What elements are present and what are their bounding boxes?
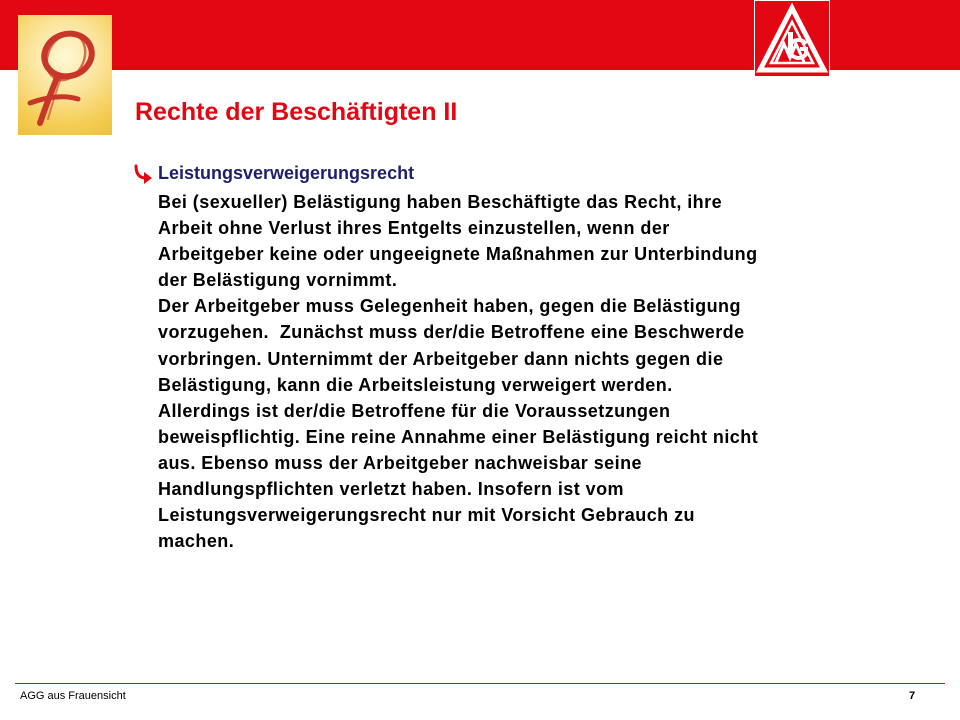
page-number: 7 — [909, 690, 916, 702]
body-line: Allerdings ist der/die Betroffene für die Voraussetzungen — [158, 400, 671, 421]
body-line: Der Arbeitgeber muss Gelegenheit haben, gegen die Belästigung — [158, 296, 741, 317]
venus-symbol-icon — [18, 15, 112, 135]
footer-caption: AGG aus Frauensicht — [20, 690, 126, 702]
body-line: vorbringen. Unternimmt der Arbeitgeber dann nichts gegen die — [158, 348, 724, 369]
body-line: Arbeit ohne Verlust ihres Entgelts einzustellen, wenn der — [158, 218, 670, 239]
bullet-heading: Leistungsverweigerungsrecht — [158, 163, 415, 183]
body-line: vorzugehen. Zunächst muss der/die Betroffene eine Beschwerde — [158, 322, 745, 343]
body-line: machen. — [158, 531, 235, 552]
footer-divider — [15, 683, 945, 684]
ig-metall-logo-icon — [754, 0, 830, 77]
body-line: Bei (sexueller) Belästigung haben Beschäftigte das Recht, ihre — [158, 192, 723, 212]
body-line: Handlungspflichten verletzt haben. Insofern ist vom — [158, 479, 625, 500]
body-line: der Belästigung vornimmt. — [158, 270, 398, 291]
curved-arrow-bullet-icon — [133, 163, 153, 185]
body-line: beweispflichtig. Eine reine Annahme einer Belästigung reicht nicht — [158, 426, 759, 447]
slide-title: Rechte der Beschäftigten II — [135, 98, 458, 126]
body-line: Leistungsverweigerungsrecht nur mit Vorsicht Gebrauch zu — [158, 505, 695, 526]
body-line: Arbeitgeber keine oder ungeeignete Maßnahmen zur Unterbindung — [158, 244, 758, 265]
body-paragraph — [158, 189, 928, 554]
body-line: Belästigung, kann die Arbeitsleistung verweigert werden. — [158, 374, 673, 395]
body-line: aus. Ebenso muss der Arbeitgeber nachweisbar seine — [158, 452, 642, 473]
